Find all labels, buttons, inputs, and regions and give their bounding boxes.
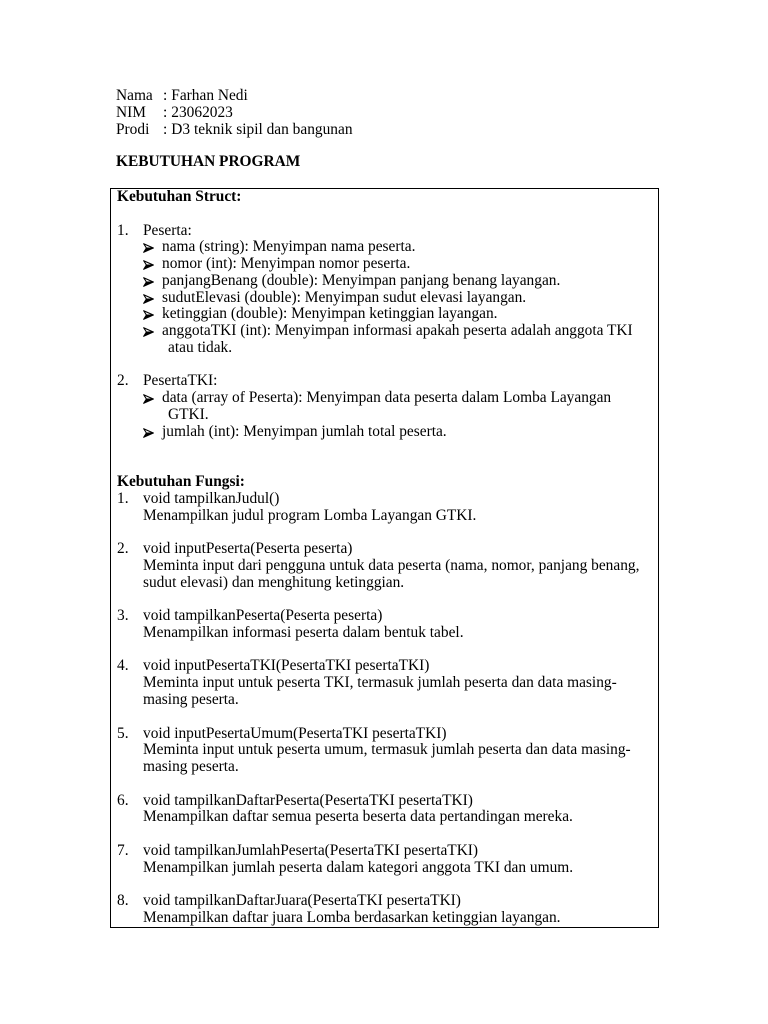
function-item-number: 5.	[117, 724, 129, 742]
struct-member-text: jumlah (int): Menyimpan jumlah total peserta.	[162, 422, 447, 440]
struct-member-text: panjangBenang (double): Menyimpan panjang benang layangan.	[162, 271, 561, 289]
arrowhead-icon	[143, 294, 154, 304]
blank-line	[117, 826, 658, 843]
arrowhead-icon	[143, 243, 154, 253]
function-description-line: Meminta input untuk peserta TKI, termasuk jumlah peserta dan data masing-	[143, 674, 617, 692]
function-description-line: Meminta input untuk peserta umum, termasuk jumlah peserta dan data masing-	[143, 741, 631, 759]
function-signature: void tampilkanDaftarPeserta(PesertaTKI pesertaTKI)	[143, 791, 473, 809]
struct-member	[117, 424, 658, 441]
struct-member	[117, 239, 658, 256]
struct-member-text: sudutElevasi (double): Menyimpan sudut elevasi layangan.	[162, 288, 527, 306]
nim-row	[116, 104, 353, 121]
function-description-line: Menampilkan jumlah peserta dalam kategori anggota TKI dan umum.	[143, 858, 574, 876]
struct-item	[117, 223, 658, 240]
function-item	[117, 843, 658, 860]
struct-item-name: Peserta:	[143, 221, 192, 239]
function-signature: void tampilkanPeserta(Peserta peserta)	[143, 607, 383, 625]
blank-line	[117, 357, 658, 374]
struct-member-continuation: atau tidak.	[168, 338, 233, 356]
function-signature: void inputPeserta(Peserta peserta)	[143, 540, 353, 558]
function-description-line: masing peserta.	[143, 758, 239, 776]
name-row	[116, 87, 353, 104]
function-signature: void tampilkanJumlahPeserta(PesertaTKI pesertaTKI)	[143, 841, 479, 859]
function-description-line: Menampilkan daftar semua peserta beserta data pertandingan mereka.	[143, 808, 573, 826]
blank-line	[117, 876, 658, 893]
struct-member	[117, 290, 658, 307]
prodi-value: D3 teknik sipil dan bangunan	[171, 121, 353, 138]
function-item-number: 7.	[117, 841, 129, 859]
blank-line	[117, 642, 658, 659]
struct-member-text: nama (string): Menyimpan nama peserta.	[162, 238, 416, 256]
prodi-separator: :	[163, 121, 168, 138]
blank-line	[117, 457, 658, 474]
struct-item-number: 2.	[117, 372, 129, 390]
nim-label: NIM	[116, 104, 146, 121]
struct-member-text: nomor (int): Menyimpan nomor peserta.	[162, 255, 411, 273]
function-description-line: masing peserta.	[143, 690, 239, 708]
blank-line	[117, 709, 658, 726]
function-description-line: sudut elevasi) dan menghitung ketinggian.	[143, 573, 405, 591]
struct-member-continuation: GTKI.	[168, 405, 209, 423]
function-item	[117, 893, 658, 910]
function-description-line: Menampilkan daftar juara Lomba berdasarkan ketinggian layangan.	[143, 908, 561, 926]
function-item-number: 2.	[117, 540, 129, 558]
struct-member-text: anggotaTKI (int): Menyimpan informasi apakah peserta adalah anggota TKI	[162, 322, 633, 340]
function-item	[117, 658, 658, 675]
function-item-number: 1.	[117, 489, 129, 507]
arrowhead-icon	[143, 327, 154, 337]
struct-member-text: data (array of Peserta): Menyimpan data peserta dalam Lomba Layangan	[162, 389, 612, 407]
function-description-line: Menampilkan judul program Lomba Layangan GTKI.	[143, 506, 477, 524]
blank-line	[117, 776, 658, 793]
function-item	[117, 726, 658, 743]
function-item	[117, 608, 658, 625]
arrowhead-icon	[143, 428, 154, 438]
arrowhead-icon	[143, 277, 154, 287]
struct-member	[117, 323, 658, 340]
arrowhead-icon	[143, 310, 154, 320]
blank-line	[117, 440, 658, 457]
function-signature: void inputPesertaUmum(PesertaTKI pesertaTKI)	[143, 724, 447, 742]
function-item	[117, 491, 658, 508]
struct-member	[117, 390, 658, 407]
document-title: KEBUTUHAN PROGRAM	[116, 153, 301, 170]
struct-member-text: ketinggian (double): Menyimpan ketinggian layangan.	[162, 305, 498, 323]
function-signature: void tampilkanDaftarJuara(PesertaTKI pesertaTKI)	[143, 892, 461, 910]
nim-value: 23062023	[171, 104, 233, 121]
name-separator: :	[163, 87, 168, 104]
struct-section-heading: Kebutuhan Struct:	[117, 188, 242, 205]
function-section-heading: Kebutuhan Fungsi:	[117, 473, 245, 491]
struct-member	[117, 273, 658, 290]
struct-item	[117, 373, 658, 390]
function-signature: void tampilkanJudul()	[143, 489, 280, 507]
function-description-line: Menampilkan informasi peserta dalam bentuk tabel.	[143, 623, 464, 641]
nim-separator: :	[163, 104, 168, 121]
blank-line	[117, 206, 658, 223]
struct-member	[117, 256, 658, 273]
student-info	[116, 87, 353, 138]
function-item-number: 3.	[117, 607, 129, 625]
function-description-line: Meminta input dari pengguna untuk data peserta (nama, nomor, panjang benang,	[143, 556, 640, 574]
prodi-row	[116, 121, 353, 138]
arrowhead-icon	[143, 260, 154, 270]
function-item	[117, 541, 658, 558]
name-value: Farhan Nedi	[171, 87, 248, 104]
struct-section	[117, 189, 658, 474]
function-item-number: 4.	[117, 657, 129, 675]
function-section	[117, 474, 658, 927]
function-item-number: 6.	[117, 791, 129, 809]
prodi-label: Prodi	[116, 121, 150, 138]
function-item-number: 8.	[117, 892, 129, 910]
blank-line	[117, 524, 658, 541]
struct-item-number: 1.	[117, 221, 129, 239]
function-signature: void inputPesertaTKI(PesertaTKI pesertaTKI)	[143, 657, 430, 675]
arrowhead-icon	[143, 394, 154, 404]
name-label: Nama	[116, 87, 153, 104]
blank-line	[117, 591, 658, 608]
struct-member	[117, 306, 658, 323]
struct-item-name: PesertaTKI:	[143, 372, 218, 390]
requirements-box	[110, 188, 659, 928]
function-item	[117, 793, 658, 810]
